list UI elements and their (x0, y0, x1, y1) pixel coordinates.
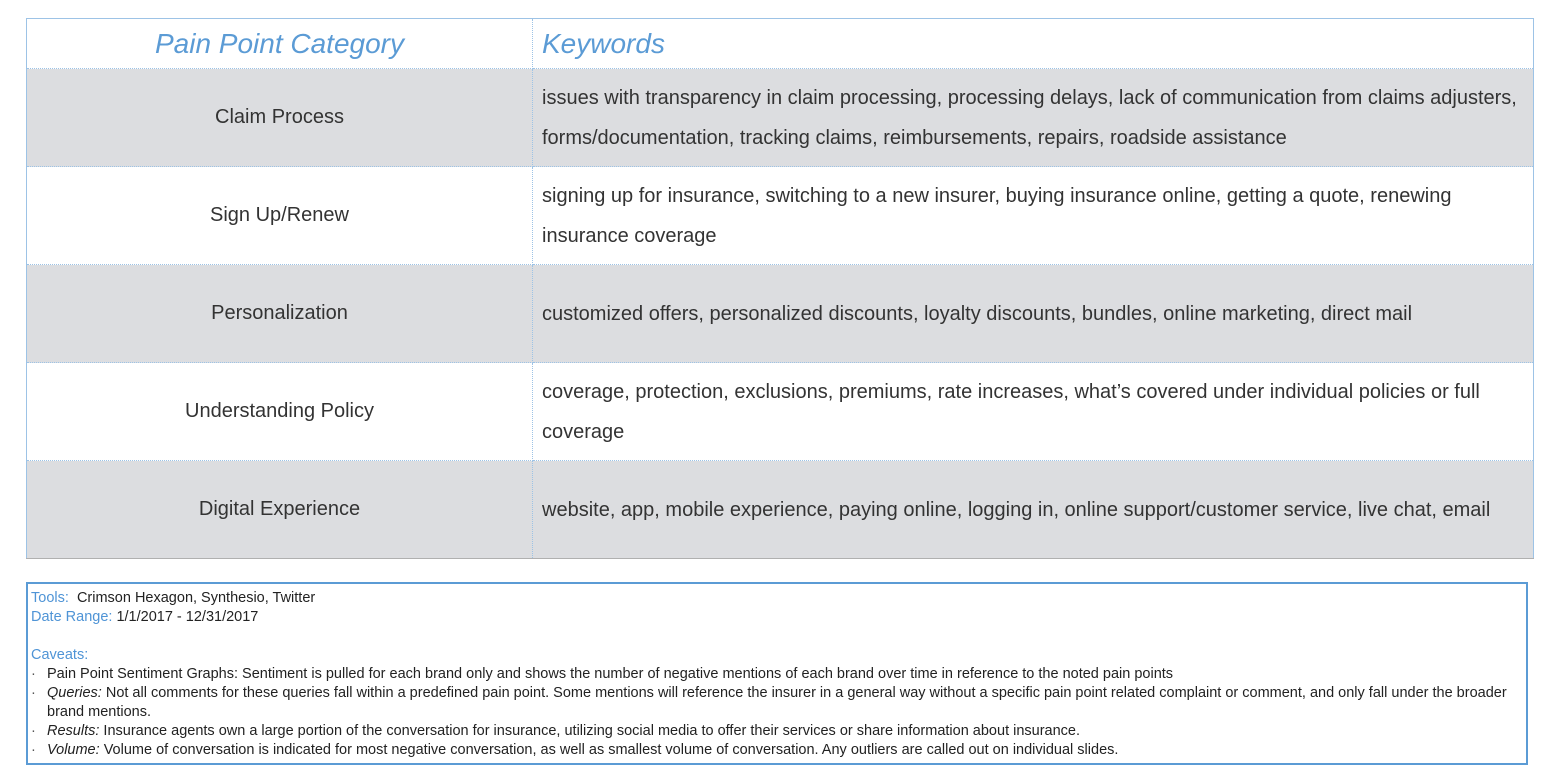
spacer (31, 627, 1522, 646)
caveat-item (31, 722, 1522, 741)
bullet-icon: · (31, 723, 36, 739)
table-row (27, 363, 1534, 461)
keywords-cell: issues with transparency in claim processing, processing delays, lack of communication from claims adjusters, forms/documentation, tracking claims, reimbursements, repairs, roadside assistance (533, 69, 1534, 167)
table-row (27, 461, 1534, 559)
keywords-cell: website, app, mobile experience, paying online, logging in, online support/customer service, live chat, email (533, 461, 1534, 559)
caveat-text: Volume of conversation is indicated for most negative conversation, as well as smallest volume of conversation. Any outliers are called out on individual slides. (103, 742, 1119, 758)
caveat-text: Pain Point Sentiment Graphs: Sentiment is pulled for each brand only and shows the number of negative mentions of each brand over time in reference to the noted pain points (47, 666, 1174, 682)
tools-line (31, 589, 1522, 608)
pain-point-table (26, 18, 1534, 559)
keywords-cell: customized offers, personalized discounts, loyalty discounts, bundles, online marketing, direct mail (533, 265, 1534, 363)
caveats-label: Caveats: (31, 647, 89, 663)
caveat-text: Not all comments for these queries fall within a predefined pain point. Some mentions will reference the insurer in a general way without a specific pain point related complaint or comment, and only fall under the broader brand mentions. (47, 685, 1507, 720)
tools-label: Tools: (31, 590, 69, 606)
caveat-item (31, 684, 1522, 722)
table-row (27, 265, 1534, 363)
caveat-item (31, 741, 1522, 760)
table-row (27, 167, 1534, 265)
category-cell: Personalization (27, 265, 533, 363)
caveat-label: Volume: (47, 742, 100, 758)
bullet-icon: · (31, 666, 36, 682)
caveat-text: Insurance agents own a large portion of the conversation for insurance, utilizing social media to offer their services or share information about insurance. (103, 723, 1081, 739)
header-keywords: Keywords (533, 19, 1534, 69)
date-range-value: 1/1/2017 - 12/31/2017 (116, 609, 259, 625)
table-header-row (27, 19, 1534, 69)
category-cell: Claim Process (27, 69, 533, 167)
date-range-line (31, 608, 1522, 627)
category-cell: Digital Experience (27, 461, 533, 559)
keywords-cell: coverage, protection, exclusions, premiums, rate increases, what’s covered under individual policies or full coverage (533, 363, 1534, 461)
category-cell: Sign Up/Renew (27, 167, 533, 265)
bullet-icon: · (31, 685, 36, 701)
caveat-label: Results: (47, 723, 100, 739)
date-range-label: Date Range: (31, 609, 113, 625)
caveat-label: Queries: (47, 685, 102, 701)
caveat-item (31, 665, 1522, 684)
notes-box (26, 582, 1528, 765)
category-cell: Understanding Policy (27, 363, 533, 461)
header-pain-point-category: Pain Point Category (27, 19, 533, 69)
table-row (27, 69, 1534, 167)
bullet-icon: · (31, 742, 36, 758)
caveats-list (31, 665, 1522, 760)
tools-value: Crimson Hexagon, Synthesio, Twitter (76, 590, 316, 606)
keywords-cell: signing up for insurance, switching to a new insurer, buying insurance online, getting a quote, renewing insurance coverage (533, 167, 1534, 265)
